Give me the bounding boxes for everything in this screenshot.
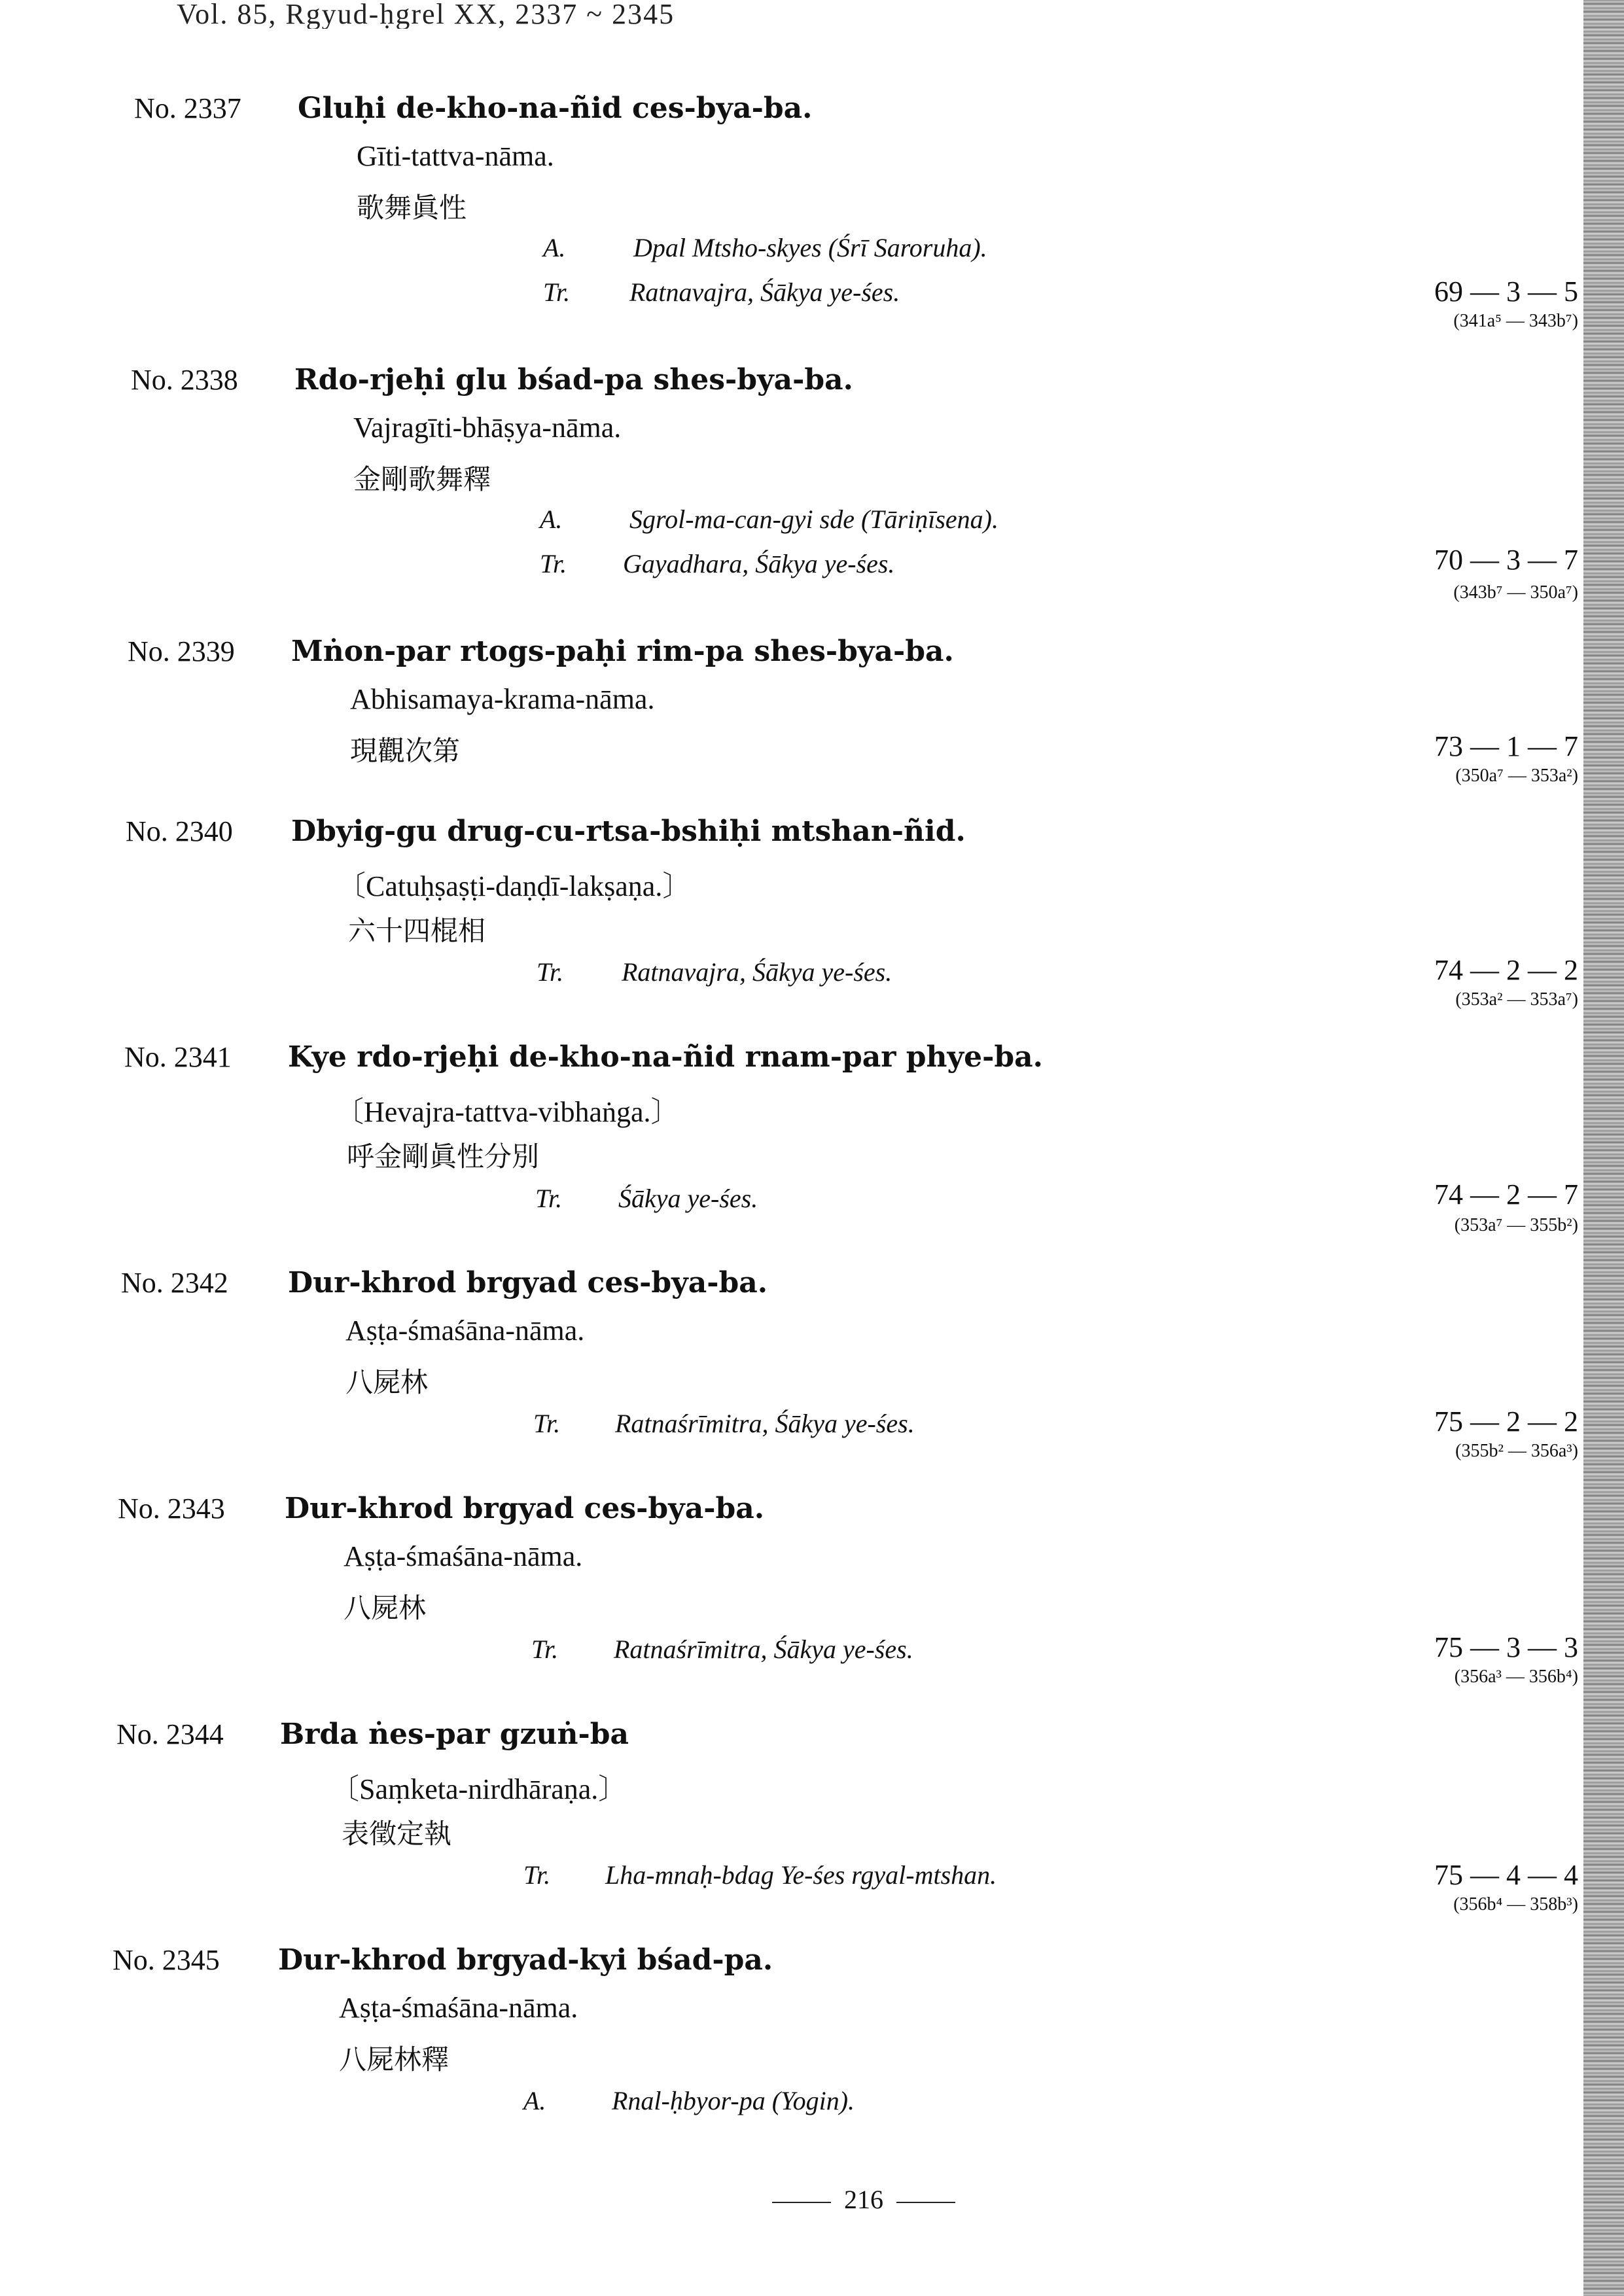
credit-names: Gayadhara, Śākya ye-śes.	[623, 549, 895, 578]
sanskrit-title: Aṣṭa-śmaśāna-nāma.	[339, 1992, 578, 2024]
folio-range: (353a⁷ — 355b²)	[1454, 1215, 1578, 1235]
tibetan-title: Dur-khrod brgyad ces-bya-ba.	[285, 1492, 765, 1525]
volume-reference: 74 — 2 — 7	[1434, 1178, 1578, 1210]
page-number	[759, 2184, 968, 2215]
running-head: Vol. 85, Rgyud-ḥgrel XX, 2337 ~ 2345	[177, 0, 675, 29]
volume-reference: 69 — 3 — 5	[1434, 275, 1578, 308]
tibetan-title: Dur-khrod brgyad ces-bya-ba.	[288, 1266, 768, 1299]
sanskrit-title: 〔Saṃketa-nirdhāraṇa.〕	[330, 1773, 627, 1805]
credit-role: Tr.	[531, 1634, 559, 1664]
credit-role: Tr.	[540, 549, 567, 578]
entry-number: No. 2343	[118, 1492, 225, 1525]
chinese-title: 金剛歌舞釋	[353, 463, 491, 495]
credit-role: Tr.	[533, 1409, 561, 1438]
folio-range: (343b⁷ — 350a⁷)	[1453, 582, 1578, 603]
chinese-title: 歌舞眞性	[357, 192, 467, 224]
tibetan-title: Dur-khrod brgyad-kyi bśad-pa.	[278, 1943, 773, 1977]
sanskrit-title: 〔Hevajra-tattva-vibhaṅga.〕	[335, 1096, 680, 1128]
scan-edge-shadow	[1583, 0, 1624, 2296]
credit-role: A.	[543, 233, 566, 262]
credit-names: Lha-mnaḥ-bdag Ye-śes rgyal-mtshan.	[605, 1860, 997, 1890]
credit-names: Ratnavajra, Śākya ye-śes.	[629, 277, 900, 307]
sanskrit-title: 〔Catuḥṣaṣṭi-daṇḍī-lakṣaṇa.〕	[337, 870, 692, 902]
sanskrit-title: Vajragīti-bhāṣya-nāma.	[353, 412, 622, 444]
tibetan-title: Mṅon-par rtogs-paḥi rim-pa shes-bya-ba.	[291, 635, 954, 668]
chinese-title: 現觀次第	[350, 735, 461, 767]
chinese-title: 八屍林	[345, 1366, 429, 1398]
volume-reference: 74 — 2 — 2	[1434, 954, 1578, 986]
rule-right	[896, 2202, 955, 2203]
sanskrit-title: Aṣṭa-śmaśāna-nāma.	[344, 1540, 583, 1572]
entry-number: No. 2337	[134, 92, 241, 124]
folio-range: (356a³ — 356b⁴)	[1454, 1667, 1578, 1687]
volume-reference: 75 — 2 — 2	[1434, 1405, 1578, 1438]
tibetan-title: Dbyig-gu drug-cu-rtsa-bshiḥi mtshan-ñid.	[291, 815, 966, 848]
entry-number: No. 2342	[121, 1267, 228, 1299]
rule-left	[772, 2202, 831, 2203]
sanskrit-title: Aṣṭa-śmaśāna-nāma.	[345, 1315, 585, 1347]
folio-range: (350a⁷ — 353a²)	[1455, 766, 1578, 786]
chinese-title: 八屍林	[344, 1592, 427, 1624]
credit-names: Ratnavajra, Śākya ye-śes.	[622, 957, 892, 987]
chinese-title: 六十四棍相	[348, 915, 486, 947]
credit-role: A.	[523, 2086, 546, 2115]
page-number-text: 216	[844, 2185, 883, 2214]
credit-names: Sgrol-ma-can-gyi sde (Tāriṇīsena).	[629, 504, 998, 534]
tibetan-title: Brda ṅes-par gzuṅ-ba	[280, 1718, 629, 1751]
credit-role: Tr.	[537, 957, 564, 987]
folio-range: (353a² — 353a⁷)	[1455, 989, 1578, 1010]
chinese-title: 呼金剛眞性分別	[347, 1140, 540, 1173]
folio-range: (356b⁴ — 358b³)	[1453, 1894, 1578, 1915]
credit-names: Rnal-ḥbyor-pa (Yogin).	[612, 2086, 855, 2115]
entry-number: No. 2345	[113, 1944, 220, 1976]
sanskrit-title: Abhisamaya-krama-nāma.	[350, 683, 655, 715]
volume-reference: 75 — 4 — 4	[1434, 1859, 1578, 1891]
folio-range: (355b² — 356a³)	[1455, 1441, 1578, 1461]
volume-reference: 70 — 3 — 7	[1434, 544, 1578, 576]
entry-number: No. 2339	[128, 635, 235, 667]
sanskrit-title: Gīti-tattva-nāma.	[357, 140, 554, 172]
credit-names: Ratnaśrīmitra, Śākya ye-śes.	[614, 1634, 913, 1664]
volume-reference: 75 — 3 — 3	[1434, 1631, 1578, 1663]
tibetan-title: Gluḥi de-kho-na-ñid ces-bya-ba.	[298, 92, 813, 125]
credit-names: Ratnaśrīmitra, Śākya ye-śes.	[615, 1409, 915, 1438]
chinese-title: 表徵定執	[342, 1818, 452, 1850]
chinese-title: 八屍林釋	[339, 2043, 450, 2075]
credit-role: Tr.	[523, 1860, 551, 1890]
credit-role: Tr.	[543, 277, 571, 307]
tibetan-title: Rdo-rjeḥi glu bśad-pa shes-bya-ba.	[294, 363, 854, 397]
entry-number: No. 2341	[124, 1041, 232, 1073]
credit-role: A.	[540, 504, 563, 534]
credit-names: Dpal Mtsho-skyes (Śrī Saroruha).	[633, 233, 987, 262]
entry-number: No. 2340	[126, 815, 233, 847]
volume-reference: 73 — 1 — 7	[1434, 730, 1578, 762]
folio-range: (341a⁵ — 343b⁷)	[1453, 311, 1578, 331]
entry-number: No. 2344	[116, 1718, 224, 1750]
credit-role: Tr.	[535, 1184, 563, 1213]
tibetan-title: Kye rdo-rjeḥi de-kho-na-ñid rnam-par phye-ba.	[288, 1040, 1043, 1074]
entry-number: No. 2338	[131, 364, 238, 396]
credit-names: Śākya ye-śes.	[618, 1184, 758, 1213]
